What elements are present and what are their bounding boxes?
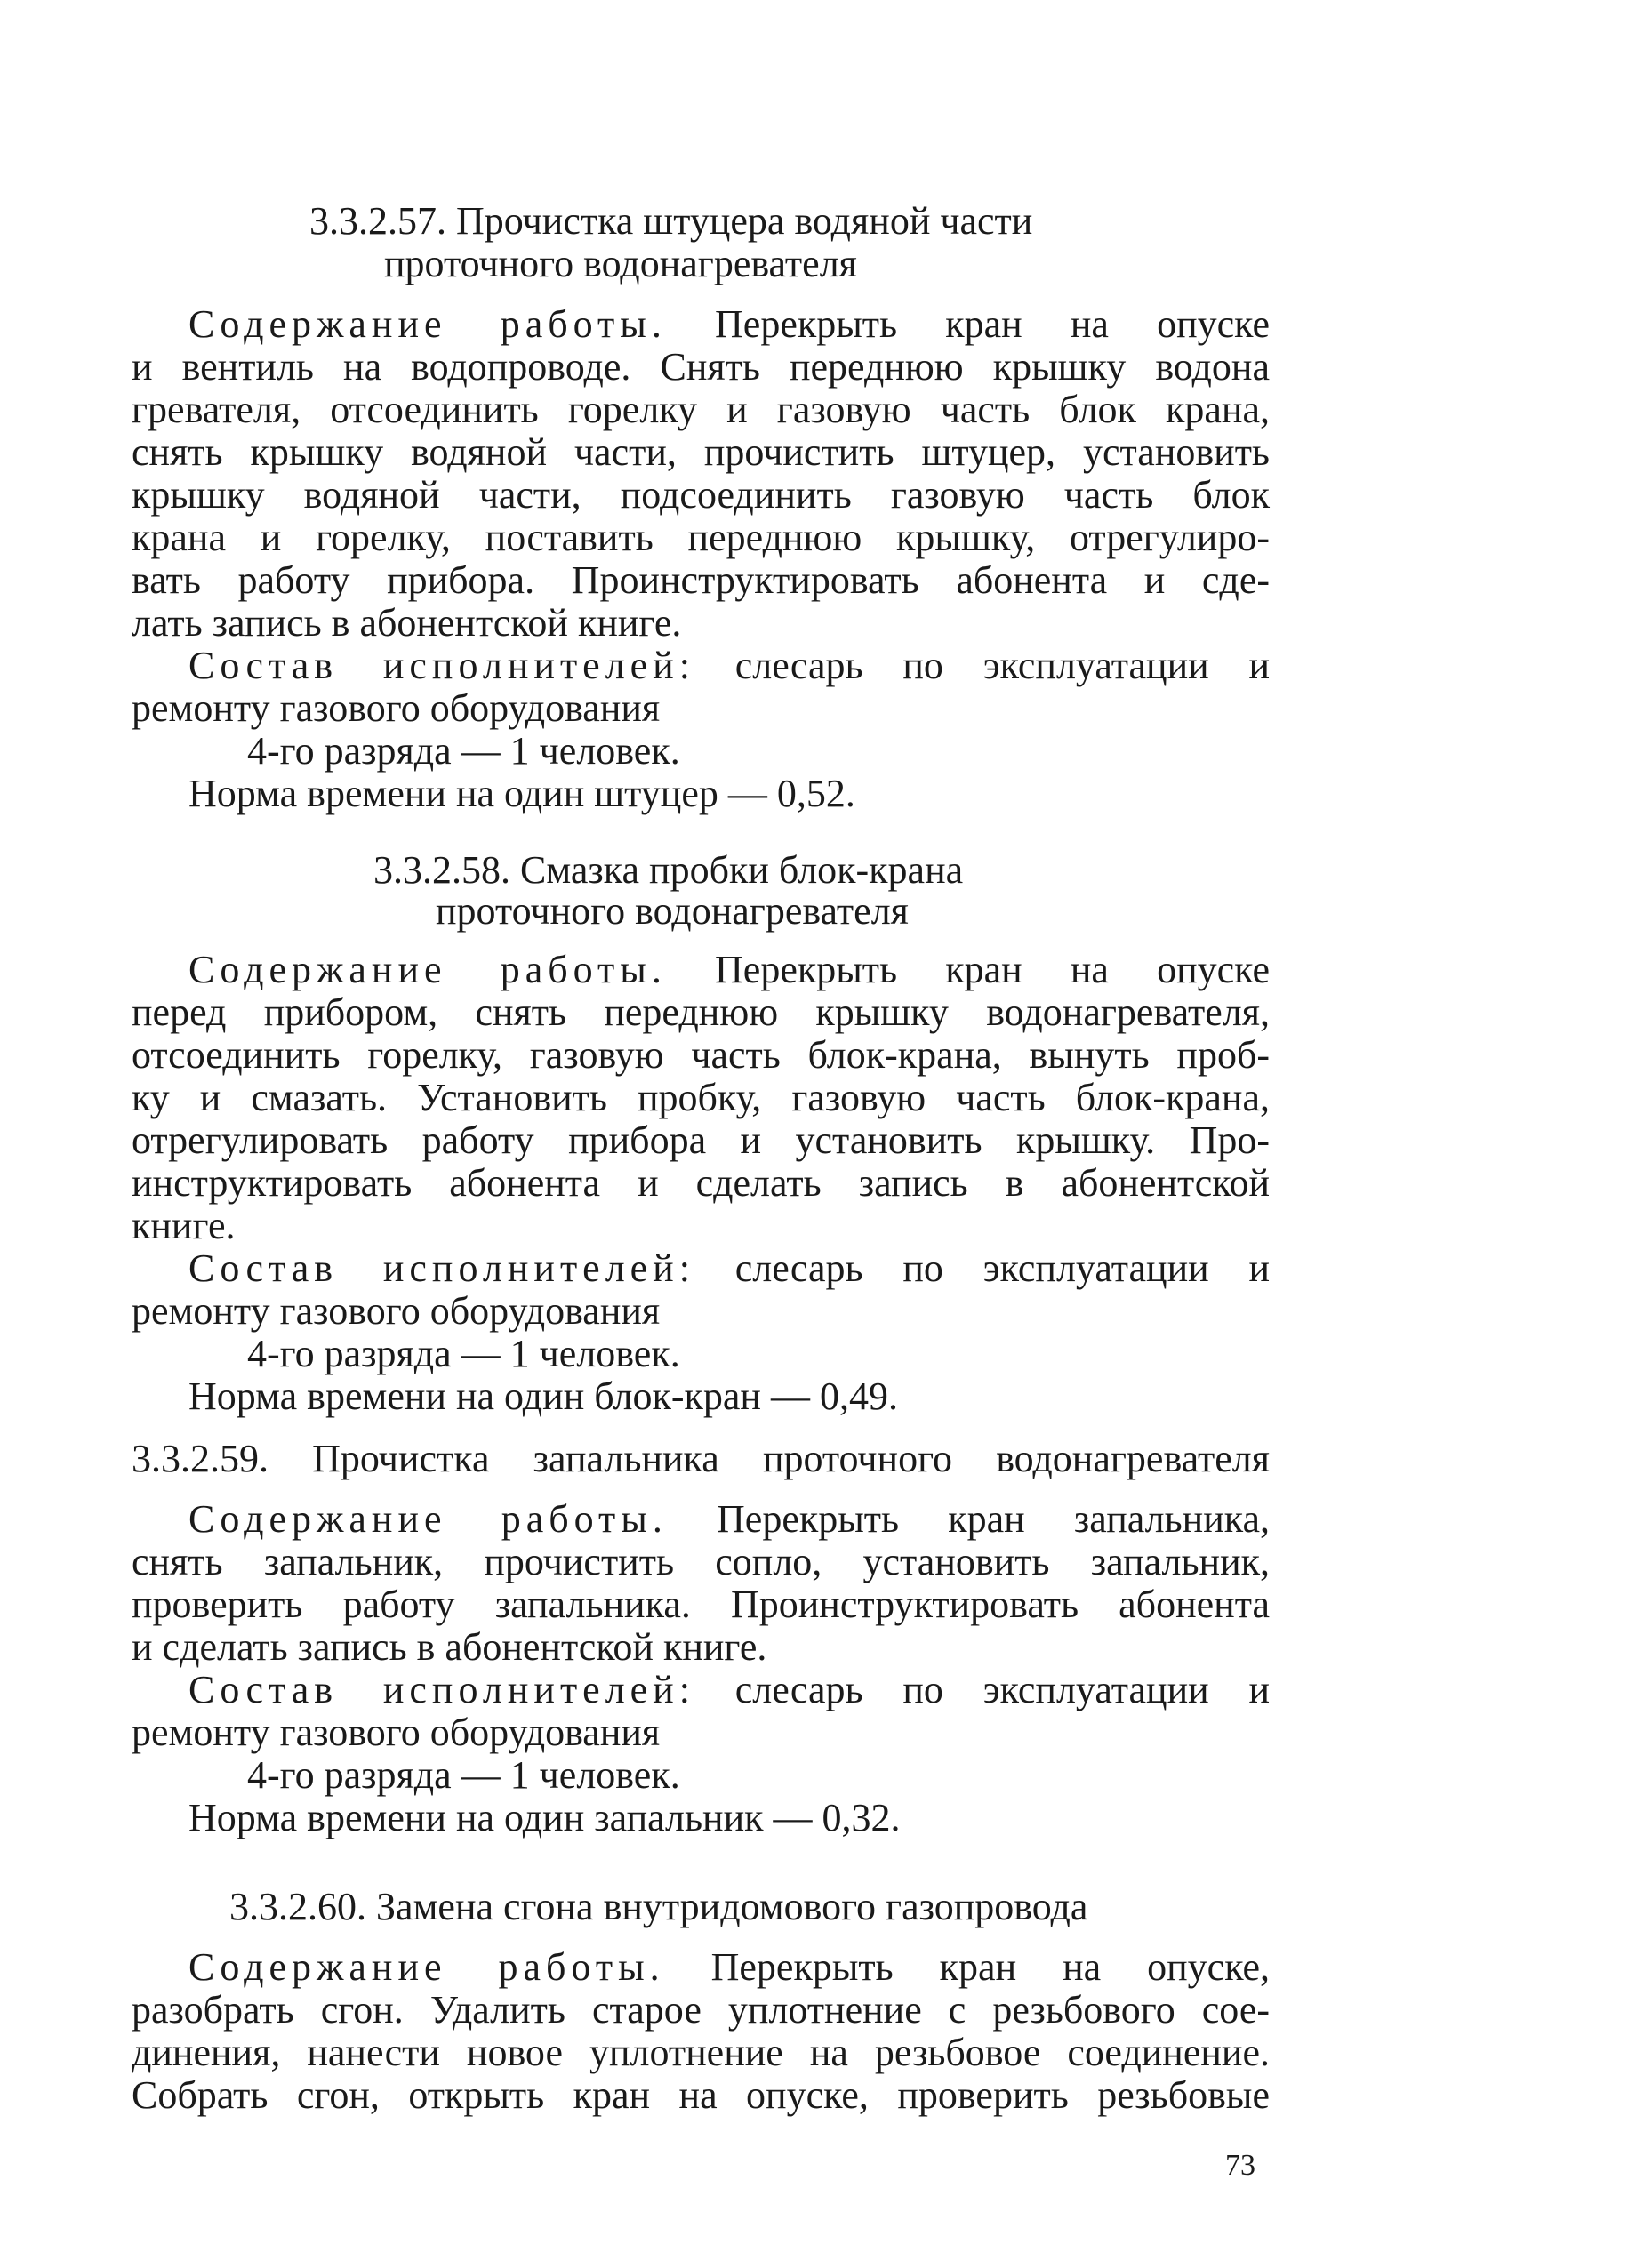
content-line: отрегулировать работу прибора и установить крышку. Про- (132, 1118, 1270, 1162)
content-label: Содержание работы. (188, 302, 667, 346)
content-line: ку и смазать. Установить пробку, газовую часть блок-крана, (132, 1076, 1270, 1119)
content-line: отсоединить горелку, газовую часть блок-крана, вынуть проб- (132, 1033, 1270, 1077)
grade-line: 4-го разряда — 1 человек. (247, 1753, 680, 1797)
section-title: проточного водонагревателя (436, 889, 909, 933)
staff-line: ремонту газового оборудования (132, 686, 661, 730)
content-line: снять запальник, прочистить сопло, установить запальник, (132, 1540, 1270, 1583)
content-line: проверить работу запальника. Проинструктировать абонента (132, 1583, 1270, 1626)
grade-line: 4-го разряда — 1 человек. (247, 1332, 680, 1375)
content-line: Содержание работы. Перекрыть кран на опуске, (188, 1945, 1271, 1989)
content-line: Содержание работы. Перекрыть кран на опуске (188, 302, 1270, 346)
grade-line: 4-го разряда — 1 человек. (247, 729, 680, 773)
content-line: гревателя, отсоединить горелку и газовую часть блок крана, (132, 388, 1270, 431)
content-line: Содержание работы. Перекрыть кран запальника, (188, 1497, 1271, 1541)
section-title: 3.3.2.58. Смазка пробки блок-крана (373, 848, 964, 892)
content-label: Содержание работы. (188, 948, 667, 991)
staff-line: ремонту газового оборудования (132, 1289, 661, 1333)
staff-line: Состав исполнителей: слесарь по эксплуатации и (188, 1668, 1271, 1711)
staff-line: Состав исполнителей: слесарь по эксплуатации и (188, 644, 1271, 687)
content-line: и сделать запись в абонентской книге. (132, 1625, 767, 1669)
content-line: крана и горелку, поставить переднюю крышку, отрегулиро- (132, 516, 1270, 559)
page-number: 73 (1225, 2149, 1255, 2182)
section-title: проточного водонагревателя (384, 242, 857, 285)
content-line: крышку водяной части, подсоединить газовую часть блок (132, 473, 1270, 517)
staff-line: ремонту газового оборудования (132, 1711, 661, 1754)
content-line: книге. (132, 1204, 236, 1247)
content-line: перед прибором, снять переднюю крышку водонагревателя, (132, 990, 1270, 1034)
staff-label: Состав исполнителей: (188, 644, 695, 687)
staff-line: Состав исполнителей: слесарь по эксплуатации и (188, 1246, 1271, 1290)
content-line: снять крышку водяной части, прочистить штуцер, установить (132, 430, 1270, 474)
content-label: Содержание работы. (188, 1945, 665, 1989)
content-line: лать запись в абонентской книге. (132, 601, 682, 645)
norm-line: Норма времени на один блок-кран — 0,49. (188, 1374, 898, 1418)
section-title: 3.3.2.59. Прочистка запальника проточного водонагревателя (132, 1437, 1270, 1480)
content-line: Собрать сгон, открыть кран на опуске, проверить резьбовые (132, 2073, 1270, 2117)
content-label: Содержание работы. (188, 1497, 668, 1541)
section-title: 3.3.2.60. Замена сгона внутридомового газопровода (229, 1885, 1088, 1928)
content-line: Содержание работы. Перекрыть кран на опуске (188, 948, 1270, 991)
content-line: динения, нанести новое уплотнение на резьбовое соединение. (132, 2031, 1270, 2074)
content-line: вать работу прибора. Проинструктировать абонента и сде- (132, 558, 1270, 602)
staff-label: Состав исполнителей: (188, 1668, 695, 1711)
staff-label: Состав исполнителей: (188, 1246, 695, 1290)
content-line: разобрать сгон. Удалить старое уплотнение с резьбового сое- (132, 1988, 1270, 2032)
content-line: инструктировать абонента и сделать запись в абонентской (132, 1161, 1270, 1205)
norm-line: Норма времени на один запальник — 0,32. (188, 1796, 901, 1839)
content-line: и вентиль на водопроводе. Снять переднюю крышку водона (132, 345, 1270, 389)
section-title: 3.3.2.57. Прочистка штуцера водяной части (309, 199, 1033, 243)
norm-line: Норма времени на один штуцер — 0,52. (188, 772, 855, 815)
